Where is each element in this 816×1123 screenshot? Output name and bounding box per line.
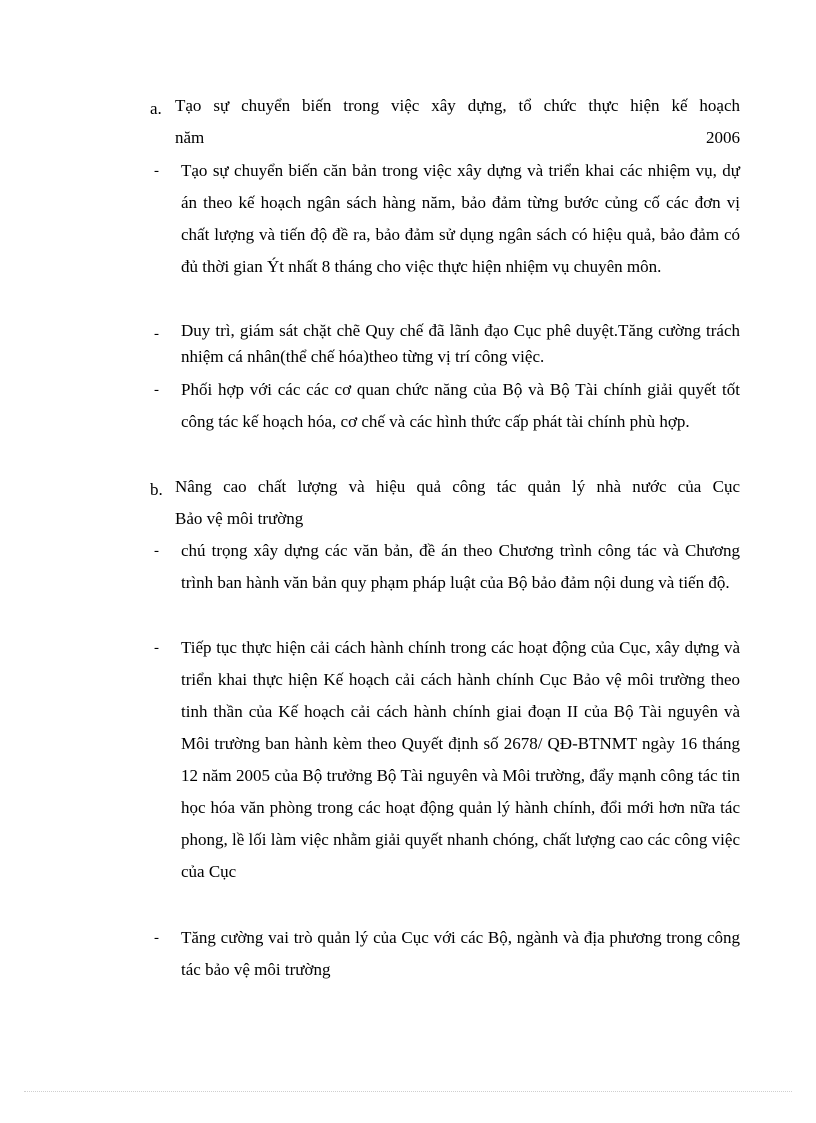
page-bottom-border bbox=[24, 1091, 792, 1092]
section-a-heading-year: 2006 bbox=[706, 128, 740, 147]
bullet-dash: - bbox=[154, 382, 159, 398]
bullet-dash: - bbox=[154, 163, 159, 179]
list-item-text: Duy trì, giám sát chặt chẽ Quy chế đã lãnh đạo Cục phê duyệt.Tăng cường trách nhiệm cá nhân(thể chế hóa)theo từng vị trí công việc. bbox=[181, 321, 740, 366]
section-a-marker: a. bbox=[150, 99, 162, 118]
section-a-heading-line1: Tạo sự chuyển biến trong việc xây dựng, tổ chức thực hiện kế hoạch bbox=[175, 96, 740, 115]
section-a-heading-word: năm bbox=[175, 128, 205, 147]
bullet-dash: - bbox=[154, 543, 159, 559]
list-item-text: Tăng cường vai trò quản lý của Cục với các Bộ, ngành và địa phương trong công tác bảo vệ môi trường bbox=[181, 928, 740, 979]
bullet-dash: - bbox=[154, 326, 159, 342]
section-b-marker: b. bbox=[150, 480, 163, 499]
list-item-text: Phối hợp với các các cơ quan chức năng của Bộ và Bộ Tài chính giải quyết tốt công tác kế hoạch hóa, cơ chế và các hình thức cấp phát tài chính phù hợp. bbox=[181, 380, 740, 431]
section-a-heading-text bbox=[175, 90, 740, 154]
section-b-heading-text bbox=[175, 471, 740, 535]
list-item-text: Tiếp tục thực hiện cải cách hành chính trong các hoạt động của Cục, xây dựng và triển khai thực hiện Kế hoạch cải cách hành chính Cục Bảo vệ môi trường theo tinh thần của Kế hoạch cải cách hành chính giai đoạn II của Bộ Tài nguyên và Môi trường ban hành kèm theo Quyết định số 2678/ QĐ-BTNMT ngày 16 tháng 12 năm 2005 của Bộ trưởng Bộ Tài nguyên và Môi trường, đẩy mạnh công tác tin học hóa văn phòng trong các hoạt động quản lý hành chính, đổi mới hơn nữa tác phong, lề lối làm việc nhằm giải quyết nhanh chóng, chất lượng cao các công việc của Cục bbox=[181, 638, 740, 881]
bullet-dash: - bbox=[154, 640, 159, 656]
list-item-text: chú trọng xây dựng các văn bản, đề án theo Chương trình công tác và Chương trình ban hành văn bản quy phạm pháp luật của Bộ bảo đảm nội dung và tiến độ. bbox=[181, 541, 740, 592]
section-a-heading-year-line bbox=[175, 122, 740, 154]
bullet-dash: - bbox=[154, 930, 159, 946]
section-b-heading-line1: Nâng cao chất lượng và hiệu quả công tác quản lý nhà nước của Cục bbox=[175, 477, 740, 496]
section-b-heading-line2: Bảo vệ môi trường bbox=[175, 509, 304, 528]
list-item-text: Tạo sự chuyển biến căn bản trong việc xây dựng và triển khai các nhiệm vụ, dự án theo kế hoạch ngân sách hàng năm, bảo đảm từng bước củng cố các đơn vị chất lượng và tiến độ đề ra, bảo đảm sử dụng ngân sách có hiệu quả, bảo đảm có đủ thời gian Ýt nhất 8 tháng cho việc thực hiện nhiệm vụ chuyên môn. bbox=[181, 161, 740, 276]
